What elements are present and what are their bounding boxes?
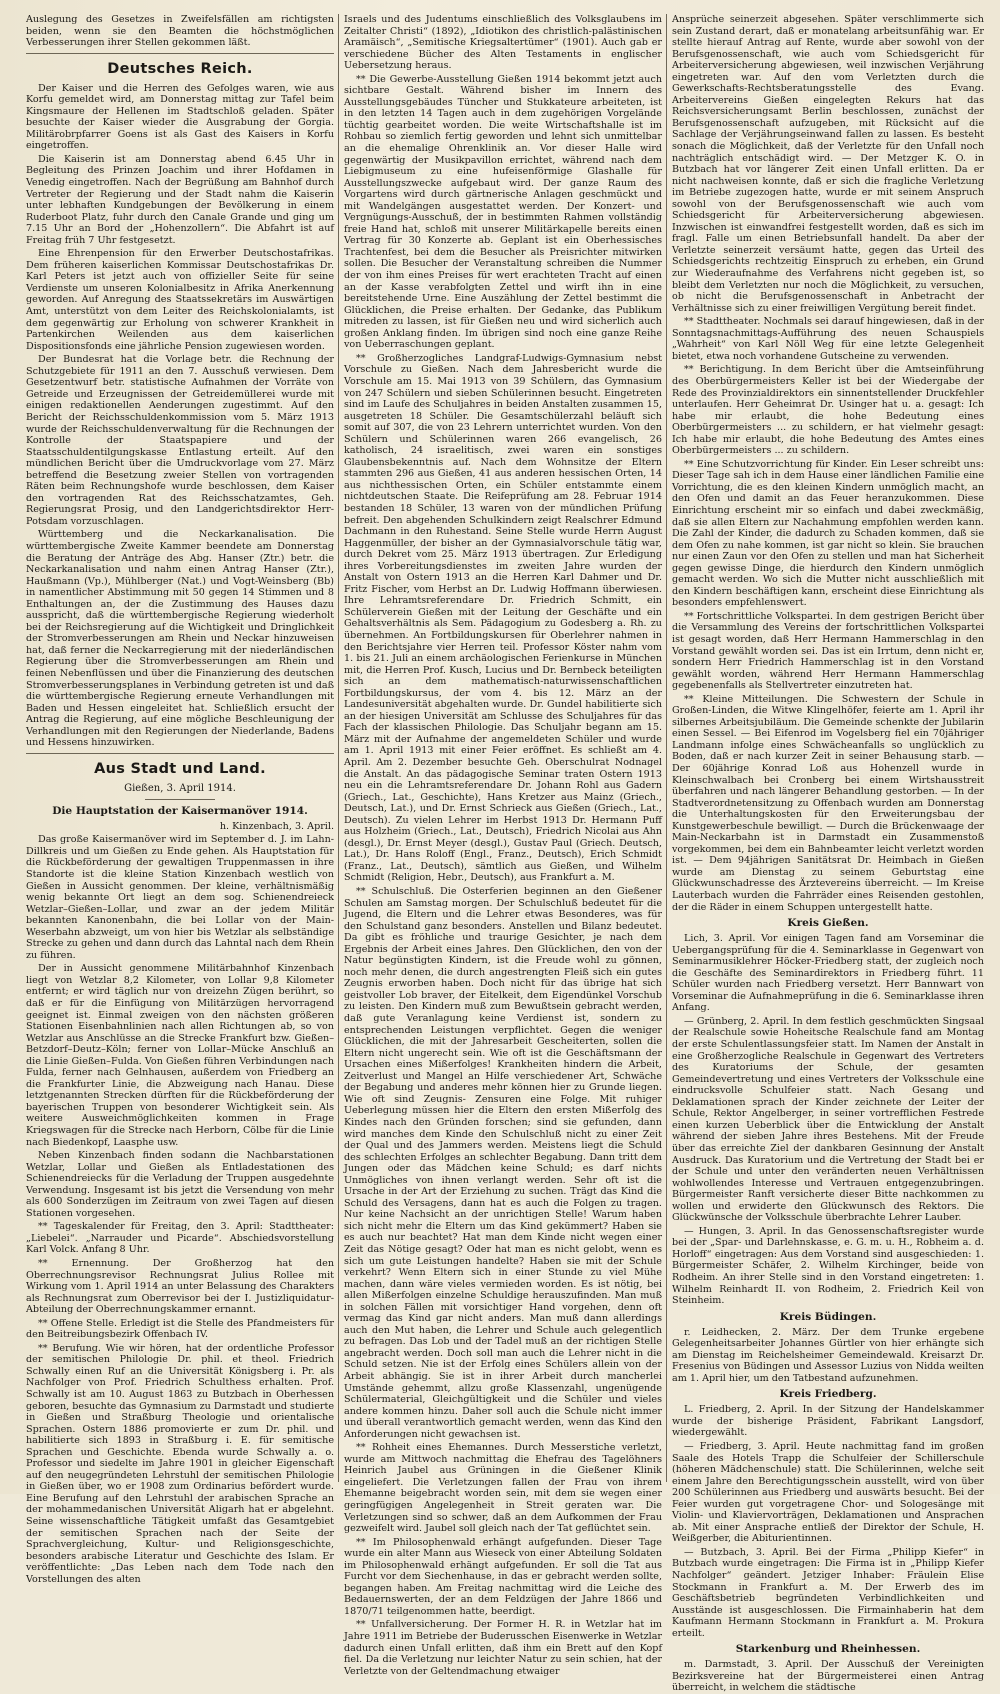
article-paragraph: ** Berichtigung. In dem Bericht über die Amtseinführung des Oberbürgermeisters Keller ist bei der Wiedergabe der Rede des Provinzialdirektors ein sinnentstellender Druckfehler unterlaufen. Herr Geheimrat Dr. Usinger hat u. a. gesagt: Ich habe mir erlaubt, die hohe Bedeutung eines Oberbürgermeisters ... zu schildern, er hat vielmehr gesagt: Ich habe mir erlaubt, die hohe Bedeutung des Amtes eines Oberbürgermeisters ... zu schildern. bbox=[672, 364, 984, 457]
article-paragraph: — Friedberg, 3. April. Heute nachmittag fand im großen Saale des Hotels Trapp die Schulfeier der Schillerschule (höheren Mädchenschule) statt. Die Schülerinnen, welche seit einem Jahre den Berechtigungsschein ausstellt, wird von über 200 Schülerinnen aus Friedberg und auswärts besucht. Bei der Feier wurden gut vorgetragene Chor- und Sologesänge mit Violin- und Klaviervorträgen, Deklamationen und Ansprachen ab. Mit einer Ansprache entließ der Direktor der Schule, H. Weißgerber, die Abiturientinnen. bbox=[672, 1440, 984, 1545]
article-paragraph: Auslegung des Gesetzes in Zweifelsfällen am richtigsten beiden, wenn sie den Beamten die höchstmöglichen Verbesserungen ihrer Stellen gekommen läßt. bbox=[26, 14, 334, 49]
column-3 bbox=[672, 14, 984, 1694]
article-paragraph: Lich, 3. April. Vor einigen Tagen fand am Vorseminar die Uebergangsprüfung für die 4. Seminarklasse in Gegenwart von Seminarmusiklehrer Höcker-Friedberg statt, der zugleich noch die Geschäfte des Seminardirektors in Friedberg führt. 11 Schüler wurden nach Friedberg versetzt. Herr Bannwart von Vorseminar die Aufnahmeprüfung in die 6. Seminarklasse ihren Anfang. bbox=[672, 933, 984, 1014]
article-byline: h. Kinzenbach, 3. April. bbox=[219, 820, 334, 832]
article-paragraph: ** Eine Schutzvorrichtung für Kinder. Ein Leser schreibt uns: Dieser Tage sah ich in dem Hause einer ländlichen Familie eine Vorrichtung, die es den kleinen Kindern unmöglich macht, an den Ofen und damit an das Feuer heranzukommen. Diese Einrichtung erscheint mir so einfach und dabei zweckmäßig, daß sie allen Eltern zur Nachahmung empfohlen werden kann. Die Zahl der Kinder, die dadurch zu Schaden kommen, daß sie dem Ofen zu nahe kommen, ist gar nicht so klein. Sie brauchen nur einen Zaun vor den Ofen zu stellen und man hat Sicherheit gegen gewisse Dinge, die hierdurch den Kindern unmöglich gemacht werden. Wo sich die Mutter nicht ausschließlich mit den Kindern beschäftigen kann, erscheint diese Einrichtung als besonders empfehlenswert. bbox=[672, 458, 984, 609]
article-paragraph: Württemberg und die Neckarkanalisation. Die württembergische Zweite Kammer beendete am Donnerstag die Beratung der Anträge des Abg. Hanser (Ztr.) betr. die Neckarkanalisation und nahm einen Antrag Hanser (Ztr.), Haußmann (Vp.), Mühlberger (Nat.) und Vogt-Weinsberg (Bb) in namentlicher Abstimmung mit 50 gegen 14 Stimmen und 8 Enthaltungen an, der die Zustimmung des Hauses dazu ausspricht, daß die württembergische Regierung wiederholt bei der Reichsregierung auf die Wichtigkeit und Dringlichkeit der Stromverbesserungen am Rhein und Neckar hinzuweisen hat, daß ferner die Neckarregierung mit der niederländischen Regierung über die Stromverbesserungen am Rhein und feinen Nebenflüssen und über die Finanzierung des deutschen Stromverbesserungsplanes in Verbindung getreten ist und daß die württembergische Regierung erneute Verhandlungen mit Baden und Hessen eingeleitet hat. Schließlich ersucht der Antrag die Regierung, auf eine mögliche Beschleunigung der Verhandlungen mit den Regierungen der Niederlande, Badens und Hessens hinzuwirken. bbox=[26, 529, 334, 749]
section-heading-kreis-friedberg: Kreis Friedberg. bbox=[779, 1388, 877, 1401]
section-divider bbox=[26, 753, 334, 754]
article-paragraph: ** Kleine Mitteilungen. Die Schwestern der Schule in Großen-Linden, die Witwe Klingelhöfer, feierte am 1. April ihr silbernes Arbeitsjubiläum. Die Gemeinde schenkte der Jubilarin einen Sessel. — Bei Eifenrod im Vogelsberg fiel ein 70jähriger Landmann infolge eines Schwächeanfalls so unglücklich zu Boden, daß er nach kurzer Zeit in seiner Behausung starb. — Der 60jährige Konrad Loß aus Hohenzell wurde in Kleinschwalbach bei Cronberg bei einem Wirtshausstreit überfahren und nach längerer Behandlung gestorben. — In der Stadtverordnetensitzung zu Offenbach wurden am Donnerstag die Unterhaltungskosten für den Erweiterungsbau der Kunstgewerbeschule bewilligt. — Durch die Brückenwaage der Main-Neckarbahn ist in Darmstadt ein Zusammenstoß vorgekommen, bei dem ein Bahnbeamter leicht verletzt worden ist. — Dem 94jährigen Sanitätsrat Dr. Heimbach in Gießen wurde am Dienstag zu seinem Geburtstag eine Glückwunschadresse des Ärztevereins überreicht. — Im Kreise Lauterbach wurden die Fahrräder eines Reisenden gestohlen, der die Räder in einem Schuppen untergestellt hatte. bbox=[672, 693, 984, 913]
section-heading-kreis-giessen: Kreis Gießen. bbox=[787, 917, 869, 930]
dateline: Gießen, 3. April 1914. bbox=[124, 782, 236, 794]
article-paragraph: L. Friedberg, 2. April. In der Sitzung der Handelskammer wurde der bisherige Präsident, Fabrikant Langsdorf, wiedergewählt. bbox=[672, 1404, 984, 1439]
article-paragraph: ** Ernennung. Der Großherzog hat den Oberrechnungsrevisor Rechnungsrat Julius Rollee mit Wirkung vom 1. April 1914 an unter Belassung des Charakters als Rechnungsrat zum Oberrevisor bei der I. Justizliquidatur-Abteilung der Oberrechnungskammer ernannt. bbox=[26, 1258, 334, 1316]
article-paragraph: ** Die Gewerbe-Ausstellung Gießen 1914 bekommt jetzt auch sichtbare Gestalt. Während bisher im Innern des Ausstellungsgebäudes Tüncher und Stukkateure arbeiteten, ist in den letzten 14 Tagen auch in dem zugehörigen Vorgelände tüchtig gearbeitet worden. Die weite Wirtschaftshalle ist im Rohbau so ziemlich fertig geworden und lehnt sich unmittelbar an die ehemalige Ohrenklinik an. Vor dieser Halle wird gegenwärtig der Musikpavillon errichtet, während nach dem Liebigmuseum zu eine hufeisenförmige Glashalle für Ausstellungszwecke aufgebaut wird. Der ganze Raum des Vorgartens wird durch gärtnerische Anlagen geschmückt und mit Wandelgängen ausgestattet werden. Der Konzert- und Vergnügungs-Ausschuß, der in bestimmten Rahmen vollständig freie Hand hat, schloß mit unserer Militärkapelle bereits einen Vertrag für 30 Konzerte ab. Geplant ist ein Oberhessisches Trachtenfest, bei dem die Besucher als Preisrichter mitwirken sollen. Die Besucher der Veranstaltung schreiben die Nummer der von ihm eines Preises für wert erachteten Tracht auf einen an der Kasse verabfolgten Zettel und wirft ihn in eine bereitstehende Urne. Eine Auszählung der Zettel bestimmt die Glücklichen, die Preise erhalten. Der Gedanke, das Publikum mitreden zu lassen, ist für Gießen neu und wird sicherlich auch großen Anklang finden. Im übrigen sind noch eine ganze Reihe von Ueberraschungen geplant. bbox=[344, 73, 662, 351]
section-heading-deutsches-reich: Deutsches Reich. bbox=[107, 60, 253, 77]
article-paragraph: ** Offene Stelle. Erledigt ist die Stelle des Pfandmeisters für den Beitreibungsbezirk Offenbach IV. bbox=[26, 1317, 334, 1341]
article-paragraph: ** Fortschrittliche Volkspartei. In dem gestrigen Bericht über die Versammlung des Vereins der fortschrittlichen Volkspartei ist gesagt worden, daß Herr Hermann Hammerschlag in den Vorstand gewählt worden sei. Das ist ein Irrtum, denn nicht er, sondern Herr Friedrich Hammerschlag ist in den Vorstand gewählt worden, während Herr Hermann Hammerschlag gegebenenfalls als Stellvertreter einzutreten hat. bbox=[672, 610, 984, 692]
article-paragraph: r. Leidhecken, 2. März. Der dem Trunke ergebene Gelegenheitsarbeiter Johannes Gürtler von hier erhängte sich am Dienstag im Reichelsheimer Gemeindewald. Kreisarzt Dr. Fresenius von Büdingen und Assessor Luzius von Nidda weilten am 1. April hier, um den Tatbestand aufzunehmen. bbox=[672, 1326, 984, 1384]
article-paragraph: ** Rohheit eines Ehemannes. Durch Messerstiche verletzt, wurde am Mittwoch nachmittag die Ehefrau des Tagelöhners Heinrich Jaubel aus Grüningen in die Gießener Klinik eingeliefert. Die Verletzungen fallen der Frau von ihrem Ehemanne beigebracht worden sein, mit dem sie wegen einer geringfügigen Angelegenheit in Streit geraten war. Die Verletzungen sind so schwer, daß an dem Aufkommen der Frau gezweifelt wird. Jaubel soll gleich nach der Tat geflüchtet sein. bbox=[344, 1442, 662, 1535]
column-rule bbox=[666, 14, 667, 1482]
article-paragraph: ** Unfallversicherung. Der Former H. R. in Wetzlar hat im Jahre 1911 im Betriebe der Buderusschen Eisenwerke in Wetzlar dadurch einen Unfall erlitten, daß ihm ein Brett auf den Kopf fiel. Da die Verletzung nur leichter Natur zu sein schien, hat der Verletzte von der Geltendmachung etwaiger bbox=[344, 1619, 662, 1677]
section-divider bbox=[26, 53, 334, 54]
article-paragraph: — Grünberg, 2. April. In dem festlich geschmückten Singsaal der Realschule sowie Hoheitsche Realschule fand am Montag der erste Schulentlassungsfeier statt. Im Namen der Anstalt in eine Großherzogliche Realschule in Gegenwart des Vertreters des Kuratoriums der Schule, der gesamten Gemeindevertretung und eines Vertreters der Volksschule eine eindrucksvolle Schulfeier statt. Nach Gesang und Deklamationen sprach der Kinder zeichnete der Leiter der Schule, Rektor Angelberger, in seiner vortrefflichen Festrede einen kurzen Ueberblick über die Entwicklung der Anstalt während der sieben Jahre ihres Bestehens. Mit der Freude über das erreichte Ziel der dankbaren Gesinnung der Anstalt Ausdruck. Das Kuratorium und die Vertretung der Stadt bei er der Schule und unter den veränderten neuen Verhältnissen wohlwollendes Interesse und Vertrauen entgegenzubringen. Bürgermeister Ranft versicherte dieser Bitte nachkommen zu wollen und erwiderte den Glückwunsch des Rektors. Die Glückwünsche der Volksschule überbrachte Lehrer Lauber. bbox=[672, 1015, 984, 1224]
article-paragraph: Eine Ehrenpension für den Erwerber Deutschostafrikas. Dem früheren kaiserlichen Kommissar Deutschostafrikas Dr. Karl Peters ist jetzt auch von offizieller Seite für seine Verdienste um unseren Kolonialbesitz in Afrika Anerkennung geworden. Auf Anregung des Staatssekretärs im Auswärtigen Amt, unterstützt von dem Leiter des Reichskolonialamts, ist dem gegenwärtig zur Erholung von schwerer Krankheit in Partenkirchen Weilenden aus dem kaiserlichen Dispositionsfonds eine jährliche Pension zugewiesen worden. bbox=[26, 248, 334, 352]
article-paragraph: Ansprüche seinerzeit abgesehen. Später verschlimmerte sich sein Zustand derart, daß er monatelang arbeitsunfähig war. Er stellte hierauf Antrag auf Rente, wurde aber sowohl von der Berufsgenossenschaft, wie auch vom Schiedsgericht für Arbeiterversicherung abgewiesen, weil inzwischen Verjährung eingetreten war. Auf den vom Verletzten durch die Gewerkschafts-Rechtsberatungsstelle des Evang. Arbeitervereins Gießen eingelegten Rekurs hat das Reichsversicherungsamt Berlin beschlossen, zunächst der Berufsgenossenschaft aufzugeben, mit Rücksicht auf die Sachlage der Verjährungseinwand fallen zu lassen. Es besteht sonach die Möglichkeit, daß der Verletzte für den Unfall noch nachträglich entschädigt wird. — Der Metzger K. O. in Butzbach hat vor längerer Zeit einen Unfall erlitten. Da er nicht nachweisen konnte, daß er sich die fragliche Verletzung im Betriebe zugezogen hatte, wurde er mit seinem Anspruch sowohl von der Berufsgenossenschaft wie auch vom Schiedsgericht für Arbeiterversicherung abgewiesen. Inzwischen ist einwandfrei festgestellt worden, daß es sich im fragl. Falle um einen Betriebsunfall handelt. Da aber der Verletzte seinerzeit versäumt hatte, gegen das Urteil des Schiedsgerichts rechtzeitig Einspruch zu erheben, ein Grund zur Wiederaufnahme des Verfahrens nicht gegeben ist, so bleibt dem Verletzten nur noch die Möglichkeit, zu versuchen, ob nicht die Berufsgenossenschaft in Anbetracht der Verhältnisse sich zu einer freiwilligen Vergütung bereit findet. bbox=[672, 14, 984, 314]
article-paragraph: Neben Kinzenbach finden sodann die Nachbarstationen Wetzlar, Lollar und Gießen als Entladestationen des Schienendreiecks für die Verladung der Truppen ausgedehnte Verwendung. Insgesamt ist bis jetzt die Versendung von mehr als 600 Sonderzügen im Zeitraum von zwei Tagen auf diesen Stationen vorgesehen. bbox=[26, 1150, 334, 1219]
article-paragraph: — Butzbach, 3. April. Bei der Firma „Philipp Kiefer“ in Butzbach wurde eingetragen: Die Firma ist in „Philipp Kiefer Nachfolger“ geändert. Jetziger Inhaber: Fräulein Elise Stockmann in Frankfurt a. M. Der Erwerb des im Geschäftsbetrieb begründeten Verbindlichkeiten und Ausstände ist ausgeschlossen. Die Firmainhaberin hat dem Kaufmann Hermann Stockmann in Frankfurt a. M. Prokura erteilt. bbox=[672, 1546, 984, 1639]
article-paragraph: ** Berufung. Wie wir hören, hat der ordentliche Professor der semitischen Philologie Dr. phil. et theol. Friedrich Schwally einen Ruf an die Universität Königsberg i. Pr. als Nachfolger von Prof. Friedrich Schulthess erhalten. Prof. Schwally ist am 10. August 1863 zu Butzbach in Oberhessen geboren, besuchte das Gymnasium zu Darmstadt und studierte in Gießen und Straßburg Theologie und orientalische Sprachen. Ostern 1886 promovierte er zum Dr. phil. und habilitierte sich 1893 in Straßburg i. E. für semitische Sprachen und Geschichte. Ebenda wurde Schwally a. o. Professor und siedelte im Jahre 1901 in gleicher Eigenschaft auf den neugegründeten Lehrstuhl der semitischen Philologie in Gießen über, wo er 1908 zum Ordinarius befördert wurde. Eine Berufung auf den Lehrstuhl der arabischen Sprache an der mohammedanischen Universität Aligarh hat er abgelehnt. Seine wissenschaftliche Tätigkeit umfaßt das Gesamtgebiet der semitischen Sprachen nach der Seite der Sprachvergleichung, Kultur- und Religionsgeschichte, besonders arabische Literatur und Geschichte des Islam. Er veröffentlichte: „Das Leben nach dem Tode nach den Vorstellungen des alten bbox=[26, 1342, 334, 1585]
article-paragraph: Die Kaiserin ist am Donnerstag abend 6.45 Uhr in Begleitung des Prinzen Joachim und ihrer Hofdamen in Venedig eingetroffen. Nach der Begrüßung am Bahnhof durch Vertreter der Regierung und der Stadt nahm die Kaiserin unter lebhaften Kundgebungen der Bevölkerung in einem Ruderboot Platz, fuhr durch den Canale Grande und ging um 7.15 Uhr an Bord der „Hohenzollern“. Die Abfahrt ist auf Freitag früh 7 Uhr festgesetzt. bbox=[26, 153, 334, 246]
section-heading-kreis-buedingen: Kreis Büdingen. bbox=[779, 1310, 877, 1323]
article-paragraph: ** Stadttheater. Nochmals sei darauf hingewiesen, daß in der Sonntagsnachmittags-Aufführung des neuen Schauspiels „Wahrheit“ von Karl Nöll Weg für eine letzte Gelegenheit bietet, etwa noch vorhandene Gutscheine zu verwenden. bbox=[672, 316, 984, 362]
article-paragraph: ** Großherzogliches Landgraf-Ludwigs-Gymnasium nebst Vorschule zu Gießen. Nach dem Jahresbericht wurde die Vorschule am 15. Mai 1913 von 39 Schülern, das Gymnasium von 247 Schülern und sieben Schülerinnen besucht. Eingetreten sind im Laufe des Schuljahres in beiden Anstalten zusammen 15, ausgetreten 18 Schüler. Die Gesamtschülerzahl beläuft sich somit auf 307, die von 23 Lehrern unterrichtet wurden. Von den Schülern und Schülerinnen waren 266 evangelisch, 26 katholisch, 24 israelitisch, zwei waren ein sonstiges Glaubensbekenntnis auf. Nach dem Wohnsitze der Eltern stammten 296 aus Gießen, 41 aus anderen hessischen Orten, 14 aus nichthessischen Orten, ein Schüler entstammte einem nichtdeutschen Staate. Die Reifeprüfung am 28. Februar 1914 bestanden 18 Schüler, 13 waren von der mündlichen Prüfung befreit. Den abgehenden Schulkindern zeigt Realschrer Edmund Dachmann in den Ruhestand. Seine Stelle wurde Herrn August Haggenmüller, der bisher an der Gymnasialvorschule tätig war, durch Dekret vom 25. März 1913 übertragen. Zur Erledigung ihres Vorbereitungsdienstes im zweiten Jahre wurden der Anstalt von Ostern 1913 an die Herren Karl Dahmer und Dr. Fritz Fischer, vom Herbst an Dr. Ludwig Hoffmann überwiesen. Ihre Lehramtsreferendare Dr. Friedrich Schmitt, ein Schülerverein Gießen mit der Leitung der Geschäfte und ein Gehaltsverhältnis als Sem. Pädagogium zu Godesberg a. Rh. zu übernehmen. An Fortbildungskursen für Oberlehrer nahmen in den Berichtsjahre vier Herren teil. Professor Köster nahm vom 1. bis 21. Juli an einem archäologischen Ferienkurse in München mit, die Herren Prof. Kusch, Lucius und Dr. Bernbeck beteiligten sich an dem mathematisch-naturwissenschaftlichen Fortbildungskursus, der vom 4. bis 12. März an der Landesuniversität abgehalten wurde. Dr. Gundel habilitierte sich an der hiesigen Universität am Schlusse des Schuljahres für das Fach der klassischen Philologie. Das Schuljahr begann am 15. März mit der Aufnahme der angemeldeten Schüler und wurde am 1. April 1913 mit einer Feier eröffnet. Es schließt am 4. April. Am 2. Dezember besuchte Geh. Oberschulrat Nodnagel die Anstalt. An das pädagogische Seminar traten Ostern 1913 neu ein die Lehramtsreferendare Dr. Johann Rohl aus Gadern (Griech., Lat., Geschichte), Hans Kretzer aus Mainz (Griech., Deutsch, Lat.), und Dr. Ernst Schrieck aus Gießen (Griech., Lat., Deutsch). Zu vielen Lehrer im Herbst 1913 Dr. Hermann Puff aus Holzheim (Griech., Lat., Deutsch), Friedrich Nicolai aus Ahn (desgl.), Dr. Ernst Meyer (desgl.), Gustav Paul (Griech. Deutsch, Lat.), Dr. Hans Roloff (Engl., Franz., Deutsch), Erich Schmidt (Franz., Lat., Deutsch), sämtlich aus Gießen, und Wilhelm Schmidt (Religion, Hebr., Deutsch), aus Frankfurt a. M. bbox=[344, 352, 662, 884]
article-paragraph: ** Schulschluß. Die Osterferien beginnen an den Gießener Schulen am Samstag morgen. Der Schulschluß bedeutet für die Jugend, die Eltern und die Lehrer etwas Besonderes, was für den Schulstand ganz besonders. Anstellen und Bilanz bedeutet. Da gibt es fröhliche und traurige Gesichter, je nach dem Ergebnis der Arbeit eines Jahres. Den Glücklichen, den von der Natur begünstigten Kindern, ist die Freude wohl zu gönnen, noch mehr denen, die durch angestrengten Fleiß sich ein gutes Zeugnis erworben haben. Doch nicht für das übrige hat sich geistvoller Lob braver, der Eitelkeit, dem Eigendünkel Vorschub zu leisten. Den Kindern muß zum Bewußtsein gebracht werden, daß gute Veranlagung keine Verdienst ist, sondern zu entsprechenden Leistungen verpflichtet. Gegen die weniger Glücklichen, die mit der Jahresarbeit Gescheiterten, sollen die Eltern nicht ungerecht sein. Wie oft ist die Geschäftsmann der Ursachen eines Mißerfolges! Krankheiten hindern die Arbeit, Zeitverlust und Mangel an Hilfe verschiedener Art, Schwäche der Begabung und anderes mehr können hier zu Grunde liegen. Wie oft sind Zeugnis- Zensuren eine Folge. Mit ruhiger Ueberlegung müssen hier die Eltern den ersten Mißerfolg des Kindes nach den Gründen forschen; sind sie gefunden, dann wird manches dem Kinde den Schulschluß nicht zu einer Zeit der Qual und des Jammers werden. Meistens liegt die Schuld des schlechten Erfolges an schlechter Begabung. Dann tritt dem Jungen oder das Mädchen keine Schuld; es darf nichts Unmögliches von ihnen verlangt werden. Sehr oft ist die Ursache in der Art der Erziehung zu suchen. Trägt das Kind die Schuld des Versagens, dann hat es auch die Folgen zu tragen. Nur keine Nachsicht an der unrichtigen Stelle! Warum haben sich nicht mehr die Eltern um das Kind gekümmert? Haben sie es auch nur beachtet? Hat man dem Kinde nicht wegen einer Zeit das Nötige gesagt? Oder hat man es nicht gelobt, wenn es sich um gute Leistungen handelte? Haben sie mit der Schule verkehrt? Wenn Eltern sich in einer Stunde zu viel Mühe machen, dann wäre vieles vermieden worden. Es ist nötig, bei allen Mißerfolgen einzelne Schuldige herauszufinden. Man muß in solchen Fällen mit vorsichtiger Hand vorgehen, denn oft vermag das Kind gar nicht anders. Man muß dann allerdings auch den Mut haben, die Lehrer und Schule auch gelegentlich zu befragen. Das Lob und der Tadel muß an der richtigen Stelle angebracht werden. Doch soll man auch die Lehrer nicht in die Schuld setzen. Nie ist der Erfolg eines Schülers allein von der Arbeit abhängig. Sie ist in ihrer Arbeit durch mancherlei Umstände gehemmt, allzu große Klassenzahl, ungenügende Schülermaterial, Gleichgültigkeit und die Schüler und vieles andere kommen hinzu. Daher soll auch die Schule nicht immer und überall verantwortlich gemacht werden, wenn das Kind den Anforderungen nicht gewachsen ist. bbox=[344, 886, 662, 1440]
article-headline: Die Hauptstation der Kaisermanöver 1914. bbox=[52, 804, 308, 817]
article-paragraph: Das große Kaisermanöver wird im September d. J. im Lahn-Dillkreis und um Gießen zu Ende gehen. Als Hauptstation für die Rückbeförderung der gewaltigen Truppenmassen in ihre Standorte ist die kleine Station Kinzenbach westlich von Gießen in Aussicht genommen. Der kleine, verhältnismäßig wenig bekannte Ort liegt an dem sog. Schienendreieck Wetzlar–Gießen–Lollar, und zwar an der jedem Militär bekannten Kanonenbahn, die bei Lollar von der Main-Weserbahn abzweigt, um von hier bis Wetzlar als selbständige Strecke zu gehen und dann durch das Lahntal nach dem Rhein zu führen. bbox=[26, 834, 334, 961]
article-paragraph: Der Bundesrat hat die Vorlage betr. die Rechnung der Schutzgebiete für 1911 an den 7. Ausschuß verwiesen. Dem Gesetzentwurf betr. statistische Aufnahmen der Vorräte von Getreide und Erzeugnissen der Getreidemüllerei wurde mit einigen redaktionellen Aenderungen zugestimmt. Auf den Bericht der Reichsschuldenkommission vom 5. März 1913 wurde der Reichsschuldenverwaltung für die Rechnungen der Kontrolle der Staatspapiere und der Staatsschuldentilgungskasse Entlastung erteilt. Auf den mündlichen Bericht über die Umdruckvorlage vom 27. März betreffend die Besetzung zweier Stellen von vortragenden Räten beim Rechnungshofe wurde beschlossen, dem Kaiser den vortragenden Rat des Reichsschatzamtes, Geh. Regierungsrat Prosig, und den Landgerichtsdirektor Herr-Potsdam vorzuschlagen. bbox=[26, 354, 334, 527]
article-paragraph: ** Tageskalender für Freitag, den 3. April: Stadttheater: „Liebelei“. „Narrauder und Picarde“. Abschiedsvorstellung Karl Volck. Anfang 8 Uhr. bbox=[26, 1221, 334, 1256]
article-paragraph: Der Kaiser und die Herren des Gefolges waren, wie aus Korfu gemeldet wird, am Donnerstag mittag zur Tafel beim Kingsmaure der Hellenen im Stadtschloß geladen. Später besuchte der Kaiser wieder die Ausgrabung der Gorgia. Militärobrpfarrer Goens ist als Gast des Kaisers in Korfu eingetroffen. bbox=[26, 82, 334, 152]
column-1 bbox=[26, 14, 334, 1585]
article-paragraph: — Hungen, 3. April. In das Genossenschaftsregister wurde bei der „Spar- und Darlehnskasse, e. G. m. u. H., Robheim a. d. Horloff“ eingetragen: Aus dem Vorstand sind ausgeschieden: 1. Bürgermeister Schäfer, 2. Wilhelm Kirchinger, beide von Rodheim. An ihrer Stelle sind in den Vorstand eingetreten: 1. Wilhelm Reinhardt II. von Rodheim, 2. Friedrich Keil von Steinheim. bbox=[672, 1225, 984, 1307]
section-heading-stadt-und-land: Aus Stadt und Land. bbox=[94, 760, 266, 777]
article-paragraph: Der in Aussicht genommene Militärbahnhof Kinzenbach liegt von Wetzlar 8,2 Kilometer, von Lollar 9,8 Kilometer entfernt; er wird täglich nur von dreizehn Zügen berührt, so daß er für die Einfügung von Militärzügen hervorragend geeignet ist. Einmal zweigen von den nächsten größeren Stationen Eisenbahnlinien nach allen Richtungen ab, so von Wetzlar aus Anschlüsse an die Strecke Frankfurt bzw. Gießen–Betzdorf–Deutz–Köln; ferner von Lollar–Mücke Anschluß an die Linie Gießen–Fulda. Von Gießen führen Verbindungen nach Fulda, ferner nach Gelnhausen, außerdem von Friedberg an die Frankfurter Linie, die Abzweigung nach Hanau. Diese letztgenannten Strecken dürften für die Rückbeförderung der bayerischen Truppen von besonderer Wichtigkeit sein. Als weitere Ausweichmöglichkeiten kommen in Frage Kriegswagen für die Strecke nach Herborn, Cölbe für die Linie nach Biedenkopf, Laasphe usw. bbox=[26, 963, 334, 1148]
article-paragraph: Israels und des Judentums einschließlich des Volksglaubens im Zeitalter Christi“ (1892), „Idiotikon des christlich-palästinischen Aramäisch“, „Semitische Kriegsaltertümer“ (1901). Auch gab er verschiedene Bücher des Alten Testaments in englischer Uebersetzung heraus. bbox=[344, 14, 662, 72]
short-divider bbox=[145, 799, 215, 800]
column-2 bbox=[344, 14, 662, 1677]
article-paragraph: ** Im Philosophenwald erhängt aufgefunden. Dieser Tage wurde ein alter Mann aus Wieseck von einer Abteilung Soldaten im Philosophenwald erhängt aufgefunden. Er soll die Tat aus Furcht vor dem Siechenhause, in das er gebracht werden sollte, begangen haben. Am Freitag nachmittag wird die Leiche des Bedauernswerten, der an dem Feldzügen der Jahre 1866 und 1870/71 teilgenommen hatte, beerdigt. bbox=[344, 1536, 662, 1617]
article-paragraph: m. Darmstadt, 3. April. Der Ausschuß der Vereinigten Bezirksvereine hat der Bürgermeisterei einen Antrag überreicht, in welchem die städtische bbox=[672, 1659, 984, 1694]
section-heading-starkenburg: Starkenburg und Rheinhessen. bbox=[735, 1643, 921, 1656]
column-rule bbox=[338, 14, 339, 1482]
